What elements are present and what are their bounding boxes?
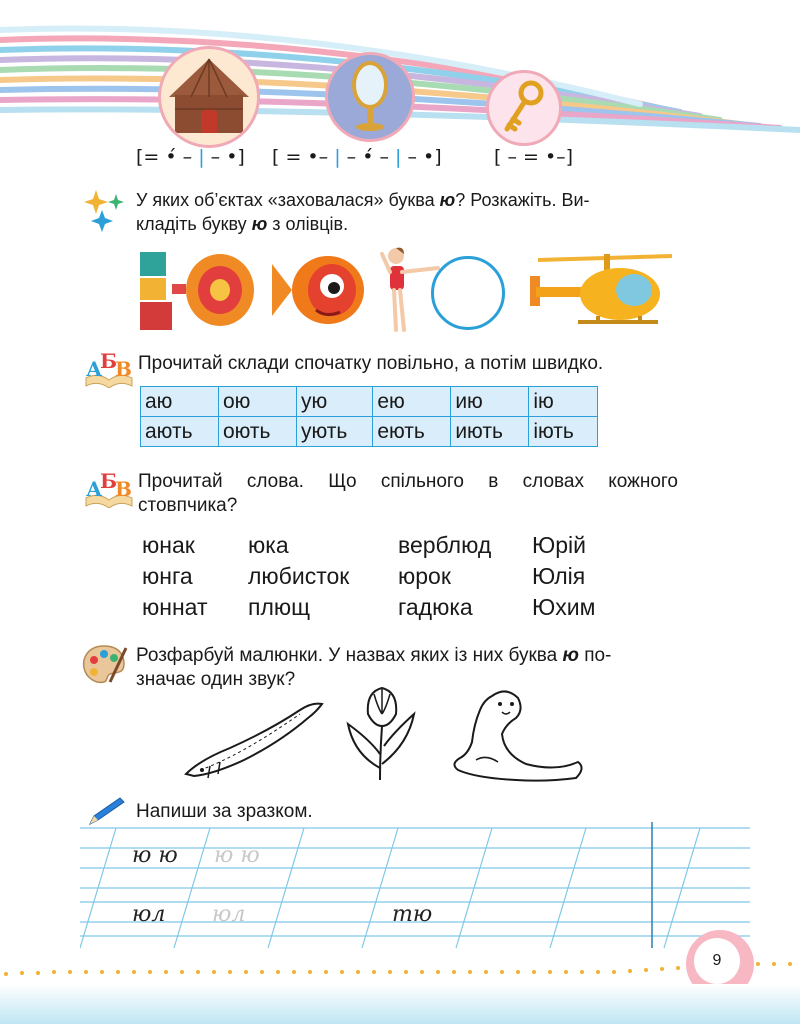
sample-row2-extra: тю — [392, 902, 433, 927]
palette-icon — [80, 642, 128, 686]
word: Юрій — [532, 532, 586, 558]
word: верблюд — [398, 532, 492, 558]
syllable-cell: оють — [218, 417, 296, 447]
word: юрок — [398, 563, 451, 589]
ring-picture — [431, 256, 505, 330]
sound-scheme-2: [ = •– | – •́ – | – •] — [272, 146, 442, 168]
word: Юлія — [532, 563, 586, 589]
trace-row2: юл — [212, 902, 246, 927]
table-row — [141, 417, 598, 447]
sound-scheme-3: [ – = •–] — [494, 146, 574, 168]
syllable-cell: ію — [529, 387, 598, 417]
svg-text:В: В — [115, 477, 132, 501]
table-row — [141, 387, 598, 417]
abv-book-icon — [84, 470, 134, 508]
svg-text:А: А — [86, 357, 103, 381]
sample-row1: ю ю — [132, 843, 178, 868]
sample-row2: юл — [132, 902, 166, 927]
trace-row1: ю ю — [214, 843, 260, 868]
yurt-picture — [158, 46, 260, 148]
mirror-picture — [325, 52, 415, 142]
svg-text:Б: Б — [100, 470, 118, 493]
task1-text: У яких об’єктах «заховалася» буква ю? Розкажіть. Ви- кладіть букву ю з олівців. — [136, 190, 590, 234]
key-picture — [486, 70, 562, 146]
svg-text:Б: Б — [100, 350, 118, 373]
sound-scheme-1: [= •́ – | – •] — [136, 146, 245, 168]
word: Юхим — [532, 594, 596, 620]
word-column-3 — [398, 530, 491, 623]
word: гадюка — [398, 594, 473, 620]
word-column-1 — [142, 530, 207, 623]
word: плющ — [248, 594, 311, 620]
blocks-spinning-top-picture — [138, 246, 258, 332]
task2-text: Прочитай склади спочатку повільно, а потім швидко. — [138, 353, 604, 374]
stars-icon — [82, 188, 130, 232]
word: юнак — [142, 532, 195, 558]
syllable-cell: іють — [529, 417, 598, 447]
fish-picture — [270, 250, 366, 330]
seal-outline — [446, 684, 592, 784]
task3-text: Прочитай слова. Що спільного в словах кожного стовпчика? — [138, 471, 678, 516]
yurt-icon — [161, 49, 257, 145]
abv-book-icon — [84, 350, 134, 388]
tulip-outline — [344, 684, 420, 784]
task5-text: Напиши за зразком. — [136, 801, 313, 822]
syllable-cell: аю — [141, 387, 219, 417]
word: юка — [248, 532, 289, 558]
loach-fish-outline — [180, 690, 330, 782]
task4-text: Розфарбуй малюнки. У назвах яких із них буква ю по- значає один звук? — [136, 645, 612, 690]
bottom-dotted-line — [0, 960, 800, 980]
syllable-cell: ею — [373, 387, 451, 417]
word: любисток — [248, 563, 350, 589]
word-column-2 — [248, 530, 349, 623]
word: юнга — [142, 563, 193, 589]
syllable-cell: ию — [451, 387, 529, 417]
writing-lines — [80, 822, 750, 952]
syllable-cell: еють — [373, 417, 451, 447]
bottom-band — [0, 984, 800, 1024]
svg-text:А: А — [86, 477, 103, 501]
syllable-cell: ою — [218, 387, 296, 417]
syllables-table — [140, 386, 598, 447]
key-icon — [489, 73, 559, 143]
helicopter-picture — [528, 246, 674, 332]
syllable-cell: ую — [296, 387, 372, 417]
page-number: 9 — [712, 952, 722, 969]
word-column-4 — [532, 530, 595, 623]
syllable-cell: ують — [296, 417, 372, 447]
word-columns — [0, 530, 800, 630]
svg-text:В: В — [115, 357, 132, 381]
syllable-cell: ають — [141, 417, 219, 447]
word: юннат — [142, 594, 208, 620]
syllable-cell: иють — [451, 417, 529, 447]
mirror-icon — [328, 55, 412, 139]
